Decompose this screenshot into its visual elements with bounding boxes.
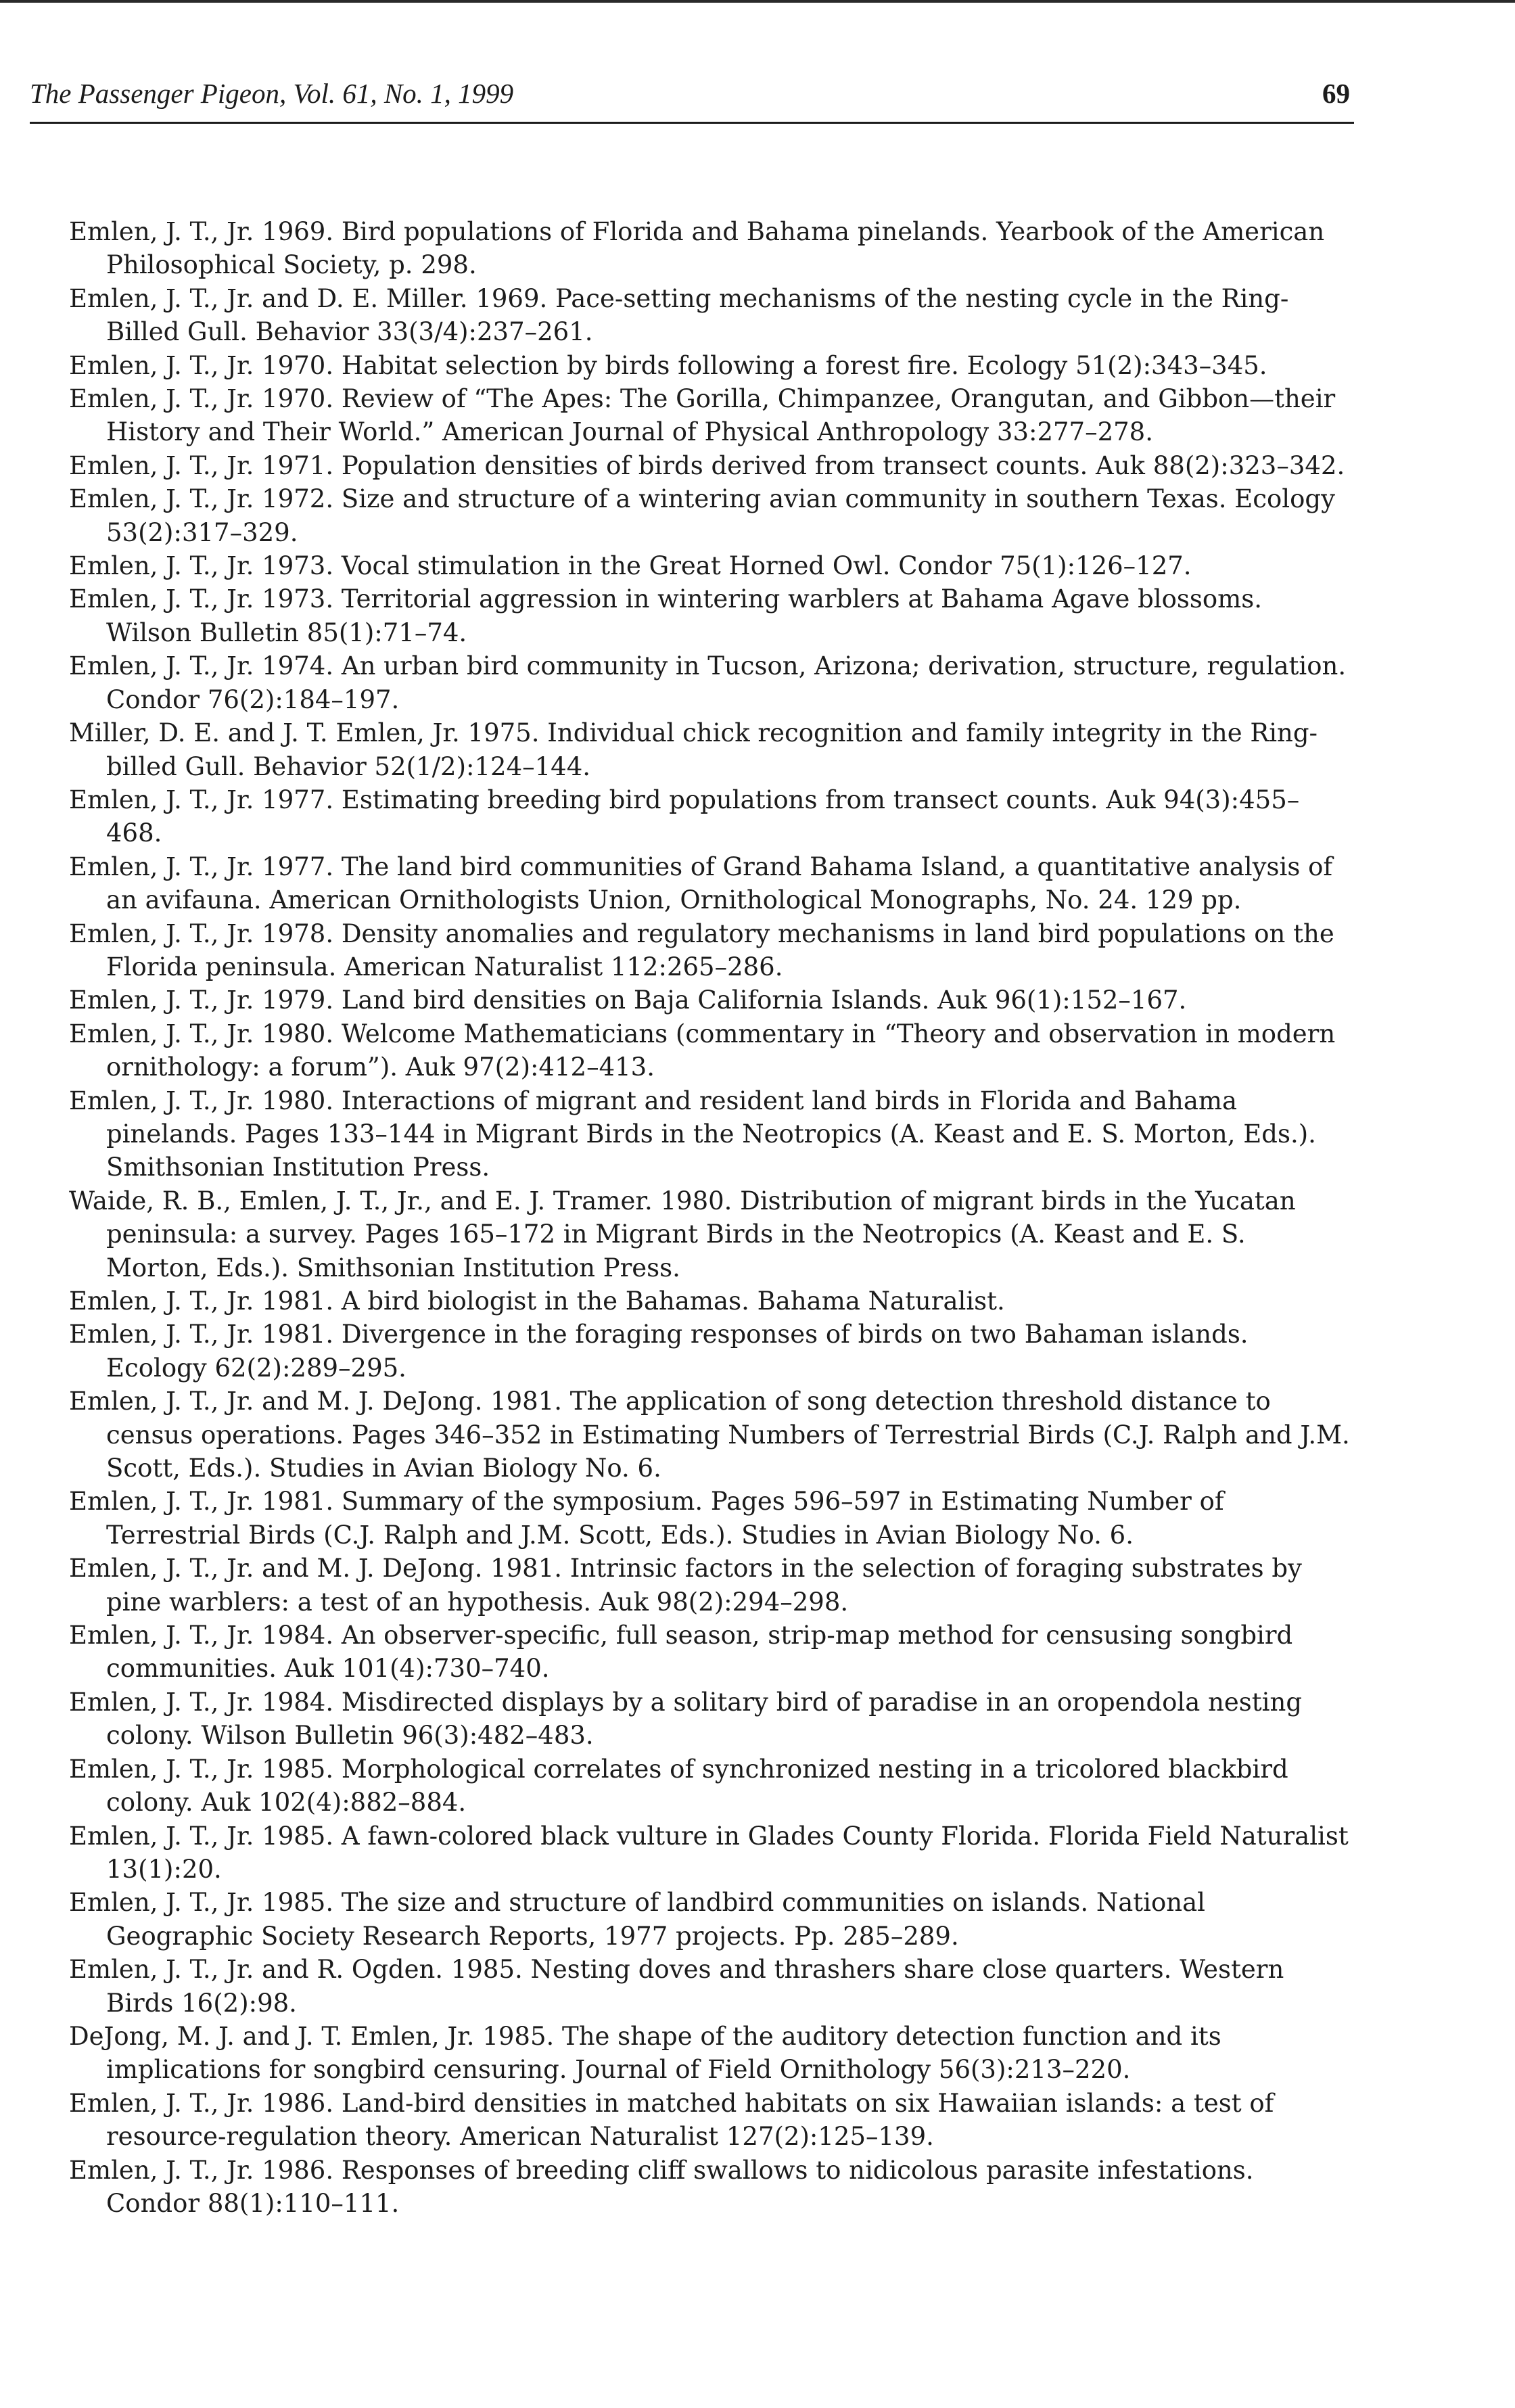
reference-entry: Emlen, J. T., Jr. 1972. Size and structure of a wintering avian community in southern Texas. Ecology 53(2):317–329. [69,484,1335,547]
reference-entry: Emlen, J. T., Jr. and M. J. DeJong. 1981. The application of song detection threshold distance to census operations. Pages 346–352 in Estimating Numbers of Terrestrial Birds (C.J. Ralph and J.M. Scott, Eds.). Studies in Avian Biology No. 6. [69,1387,1350,1483]
reference-entry: Emlen, J. T., Jr. 1986. Land-bird densities in matched habitats on six Hawaiian islands: a test of resource-regulation theory. American Naturalist 127(2):125–139. [69,2088,1274,2152]
running-header [30,68,1354,124]
reference-entry: Emlen, J. T., Jr. and D. E. Miller. 1969. Pace-setting mechanisms of the nesting cycle in the Ring-Billed Gull. Behavior 33(3/4):237–261. [69,283,1289,347]
reference-entry: Emlen, J. T., Jr. 1985. The size and structure of landbird communities on islands. National Geographic Society Research Reports, 1977 projects. Pp. 285–289. [69,1888,1205,1951]
reference-entry: Emlen, J. T., Jr. 1973. Vocal stimulation in the Great Horned Owl. Condor 75(1):126–127. [69,551,1192,581]
reference-entry: Emlen, J. T., Jr. 1981. Summary of the symposium. Pages 596–597 in Estimating Number of Terrestrial Birds (C.J. Ralph and J.M. Scott, Eds.). Studies in Avian Biology No. 6. [69,1487,1224,1550]
top-rule [0,0,1515,3]
reference-entry: Emlen, J. T., Jr. 1973. Territorial aggression in wintering warblers at Bahama Agave blossoms. Wilson Bulletin 85(1):71–74. [69,584,1262,647]
journal-title: The Passenger Pigeon, Vol. 61, No. 1, 1999 [30,78,514,109]
reference-entry: Emlen, J. T., Jr. 1969. Bird populations of Florida and Bahama pinelands. Yearbook of the American Philosophical Society, p. 298. [69,217,1325,280]
reference-entry: Emlen, J. T., Jr. 1971. Population densities of birds derived from transect counts. Auk 88(2):323–342. [69,450,1345,480]
reference-entry: Emlen, J. T., Jr. 1970. Review of “The Apes: The Gorilla, Chimpanzee, Orangutan, and Gibbon—their History and Their World.” American Journal of Physical Anthropology 33:277–278. [69,384,1336,447]
reference-entry: Emlen, J. T., Jr. 1985. Morphological correlates of synchronized nesting in a tricolored blackbird colony. Auk 102(4):882–884. [69,1754,1288,1817]
reference-entry: Emlen, J. T., Jr. 1980. Interactions of migrant and resident land birds in Florida and Bahama pinelands. Pages 133–144 in Migrant Birds in the Neotropics (A. Keast and E. S. Morton, Eds.). Smithsonian Institution Press. [69,1086,1316,1182]
reference-entry: Emlen, J. T., Jr. 1977. Estimating breeding bird populations from transect counts. Auk 94(3):455–468. [69,785,1300,848]
reference-entry: Emlen, J. T., Jr. 1981. Divergence in the foraging responses of birds on two Bahaman islands. Ecology 62(2):289–295. [69,1320,1249,1383]
reference-entry: Emlen, J. T., Jr. 1984. An observer-specific, full season, strip-map method for censusing songbird communities. Auk 101(4):730–740. [69,1621,1293,1684]
reference-entry: Emlen, J. T., Jr. 1984. Misdirected displays by a solitary bird of paradise in an oropendola nesting colony. Wilson Bulletin 96(3):482–483. [69,1687,1303,1751]
page-number: 69 [1322,78,1350,109]
reference-entry: Emlen, J. T., Jr. 1970. Habitat selection by birds following a forest fire. Ecology 51(2):343–345. [69,350,1267,380]
reference-entry: Emlen, J. T., Jr. 1980. Welcome Mathematicians (commentary in “Theory and observation in modern ornithology: a forum”). Auk 97(2):412–413. [69,1019,1336,1082]
reference-entry: Emlen, J. T., Jr. 1977. The land bird communities of Grand Bahama Island, a quantitative analysis of an avifauna. American Ornithologists Union, Ornithological Monographs, No. 24. 129 pp. [69,852,1333,915]
reference-entry: Emlen, J. T., Jr. 1986. Responses of breeding cliff swallows to nidicolous parasite infestations. Condor 88(1):110–111. [69,2155,1254,2218]
reference-list [69,215,1354,2220]
reference-entry: Emlen, J. T., Jr. 1981. A bird biologist in the Bahamas. Bahama Naturalist. [69,1287,1005,1316]
reference-entry: Emlen, J. T., Jr. 1985. A fawn-colored black vulture in Glades County Florida. Florida Field Naturalist 13(1):20. [69,1821,1349,1884]
reference-entry: Waide, R. B., Emlen, J. T., Jr., and E. J. Tramer. 1980. Distribution of migrant birds in the Yucatan peninsula: a survey. Pages 165–172 in Migrant Birds in the Neotropics (A. Keast and E. S. Morton, Eds.). Smithsonian Institution Press. [69,1186,1296,1282]
reference-entry: Emlen, J. T., Jr. 1979. Land bird densities on Baja California Islands. Auk 96(1):152–167. [69,986,1187,1015]
reference-entry: Emlen, J. T., Jr. and R. Ogden. 1985. Nesting doves and thrashers share close quarters. Western Birds 16(2):98. [69,1955,1284,2018]
reference-entry: Emlen, J. T., Jr. and M. J. DeJong. 1981. Intrinsic factors in the selection of foraging substrates by pine warblers: a test of an hypothesis. Auk 98(2):294–298. [69,1554,1302,1617]
reference-entry: Emlen, J. T., Jr. 1974. An urban bird community in Tucson, Arizona; derivation, structure, regulation. Condor 76(2):184–197. [69,651,1347,714]
reference-entry: Emlen, J. T., Jr. 1978. Density anomalies and regulatory mechanisms in land bird populations on the Florida peninsula. American Naturalist 112:265–286. [69,919,1334,981]
reference-entry: DeJong, M. J. and J. T. Emlen, Jr. 1985. The shape of the auditory detection function and its implications for songbird censuring. Journal of Field Ornithology 56(3):213–220. [69,2021,1221,2085]
reference-entry: Miller, D. E. and J. T. Emlen, Jr. 1975. Individual chick recognition and family integrity in the Ring-billed Gull. Behavior 52(1/2):124–144. [69,718,1318,781]
